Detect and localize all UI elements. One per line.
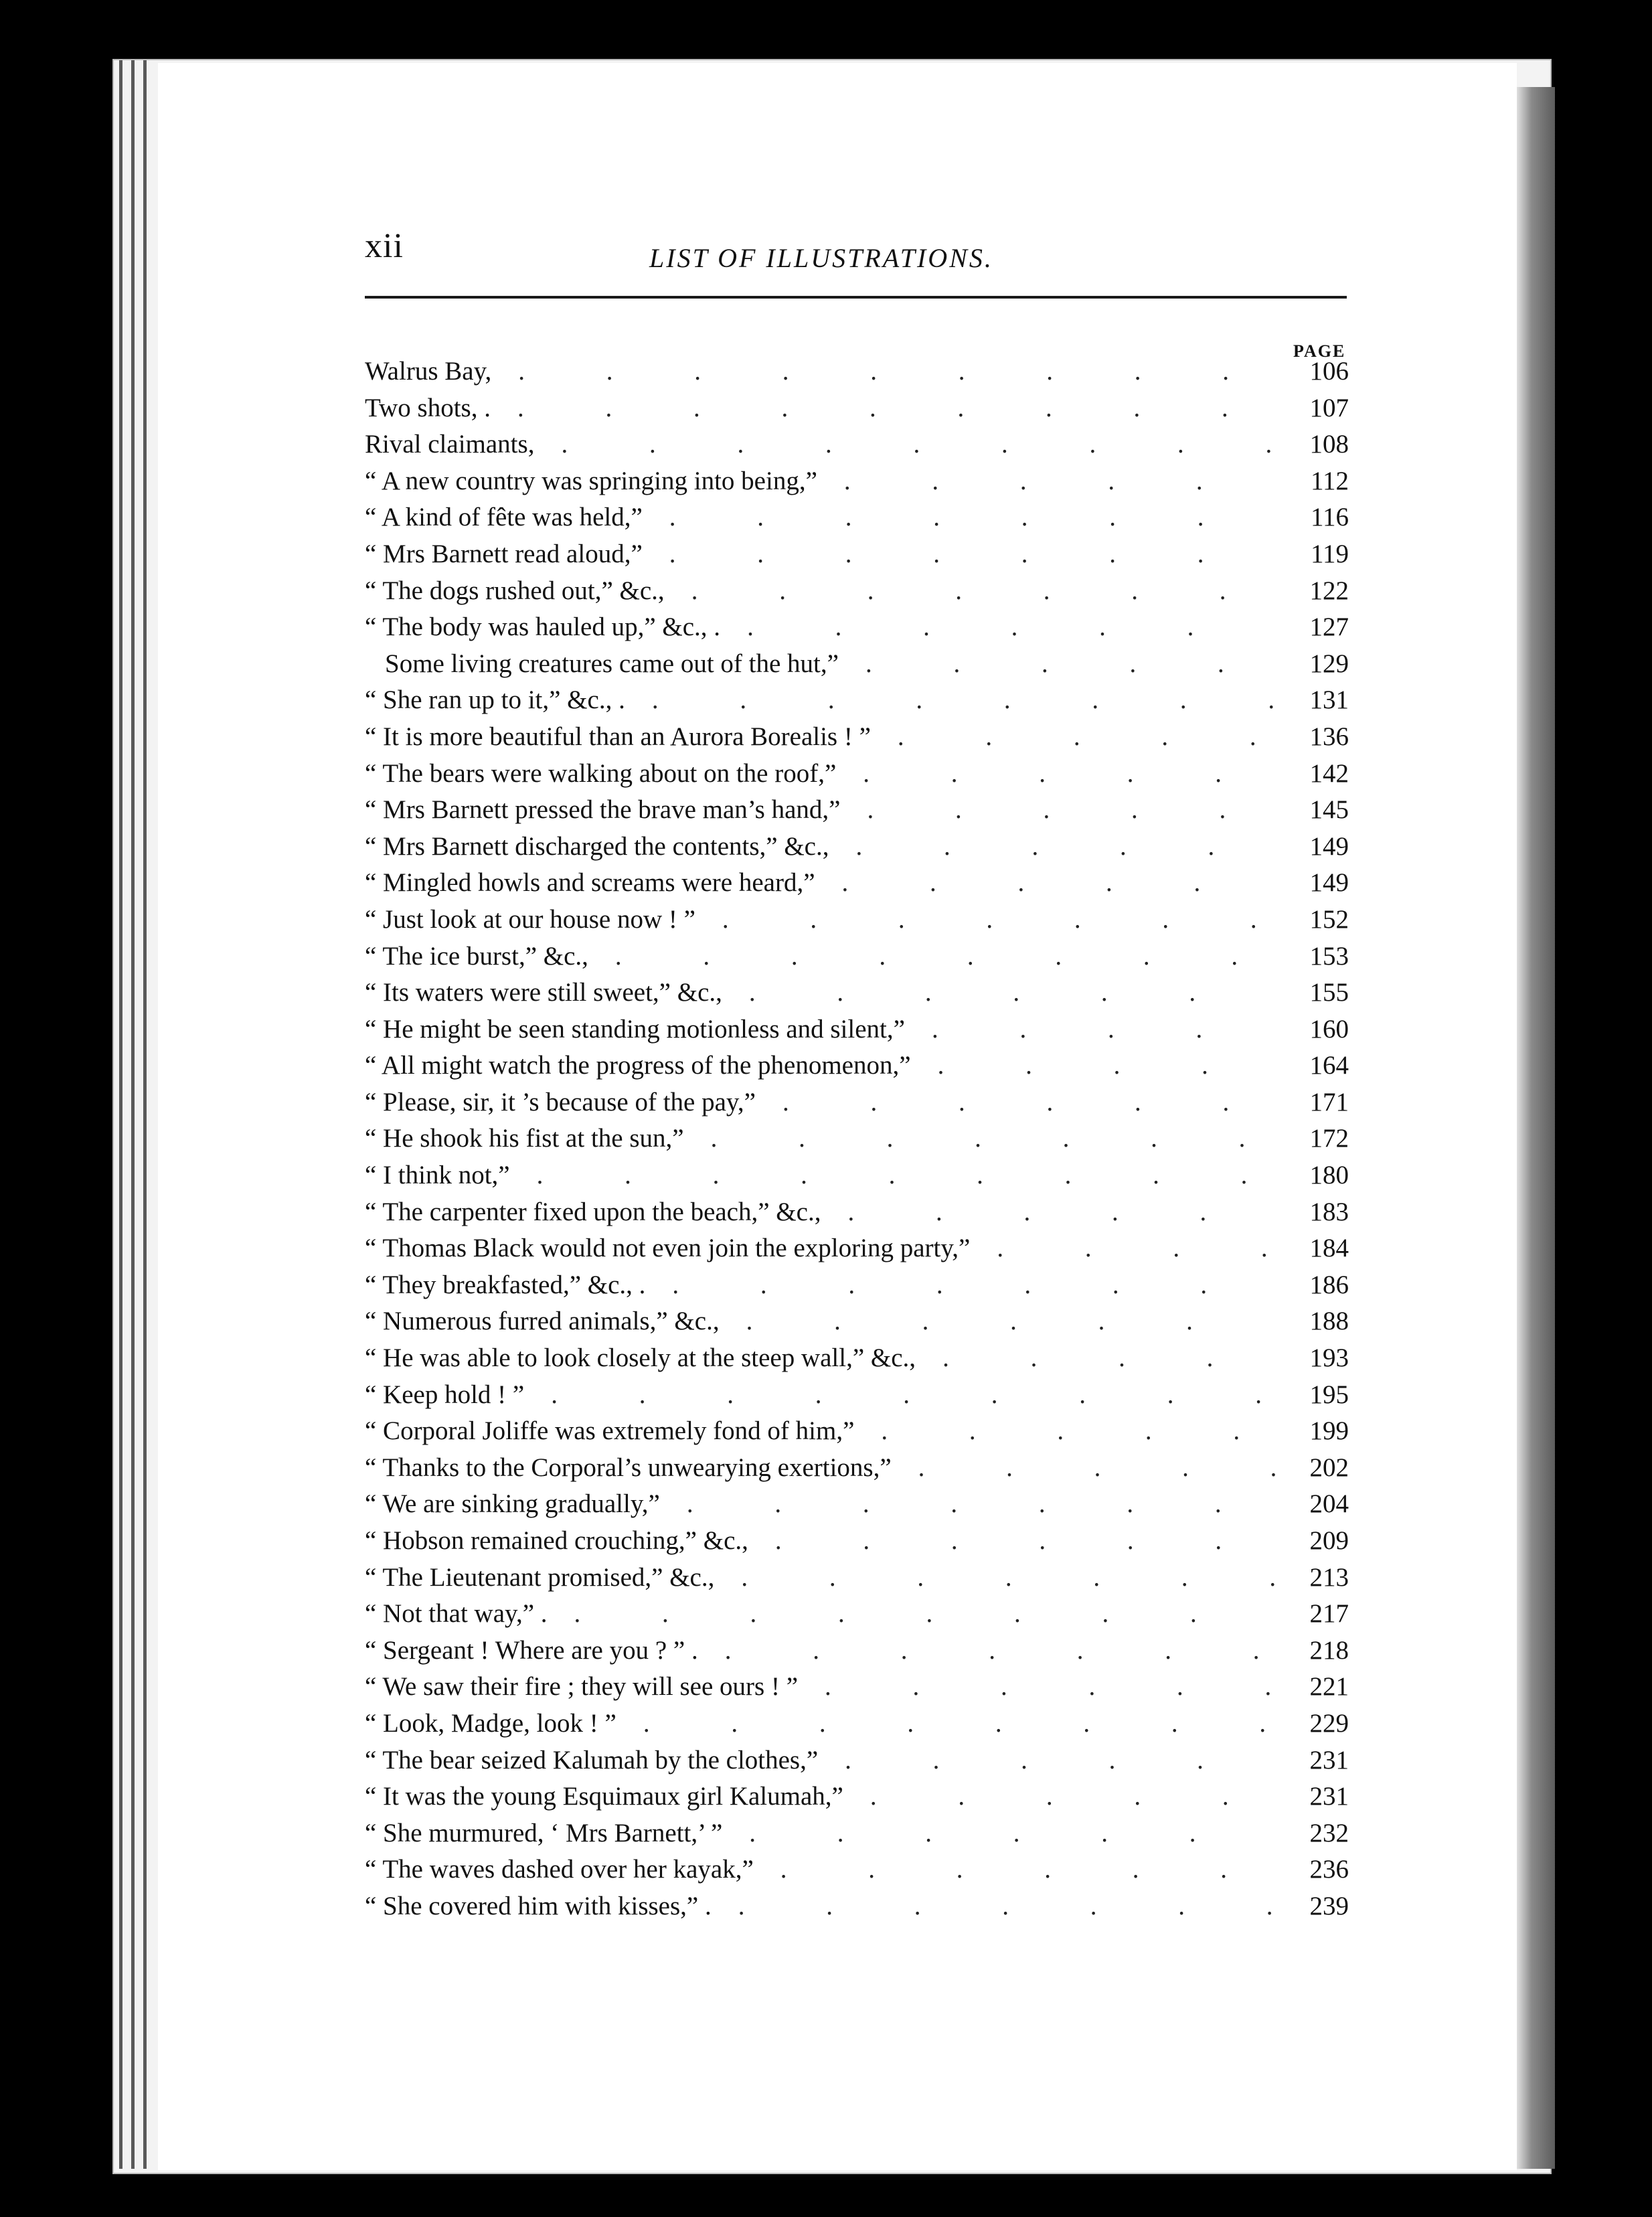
illustration-caption: “ He might be seen standing motionless and silent,” bbox=[365, 1014, 905, 1044]
list-item bbox=[365, 938, 1349, 975]
page-reference: 231 bbox=[1309, 1782, 1349, 1811]
page-reference: 213 bbox=[1309, 1562, 1349, 1592]
list-item bbox=[365, 1450, 1349, 1487]
illustration-caption: “ Hobson remained crouching,” &c., bbox=[365, 1526, 748, 1555]
illustration-caption: Rival claimants, bbox=[365, 430, 535, 459]
page-reference: 218 bbox=[1309, 1635, 1349, 1665]
page-edge bbox=[143, 60, 147, 2169]
page-reference: 142 bbox=[1309, 758, 1349, 788]
list-item bbox=[365, 1084, 1349, 1121]
page-reference: 160 bbox=[1309, 1014, 1349, 1044]
dot-leader bbox=[665, 573, 1275, 610]
page-reference: 202 bbox=[1309, 1453, 1349, 1482]
dot-leader bbox=[970, 1230, 1275, 1267]
dot-leader bbox=[491, 353, 1275, 390]
dot-leader bbox=[829, 829, 1276, 866]
page-reference: 193 bbox=[1309, 1343, 1349, 1373]
illustration-caption: “ The bears were walking about on the roof,” bbox=[365, 758, 837, 788]
dot-leader bbox=[616, 1706, 1275, 1742]
illustration-caption: Two shots, . bbox=[365, 393, 491, 422]
page-reference: 184 bbox=[1309, 1234, 1349, 1263]
list-item bbox=[365, 975, 1349, 1011]
dot-leader bbox=[905, 1011, 1275, 1048]
dot-leader bbox=[840, 792, 1275, 829]
illustration-caption: “ The dogs rushed out,” &c., bbox=[365, 576, 665, 605]
illustration-caption: “ Not that way,” . bbox=[365, 1599, 548, 1629]
dot-leader bbox=[695, 902, 1275, 938]
page-reference: 217 bbox=[1309, 1599, 1349, 1629]
illustration-caption: “ The carpenter fixed upon the beach,” &c., bbox=[365, 1197, 821, 1226]
list-item bbox=[365, 1194, 1349, 1231]
list-item bbox=[365, 1303, 1349, 1340]
dot-leader bbox=[660, 1486, 1275, 1523]
list-item bbox=[365, 1267, 1349, 1304]
list-item bbox=[365, 682, 1349, 719]
illustration-caption: “ He was able to look closely at the steep wall,” &c., bbox=[365, 1343, 916, 1373]
illustration-caption: “ They breakfasted,” &c., . bbox=[365, 1270, 646, 1299]
dot-leader bbox=[836, 756, 1275, 793]
page-reference: 131 bbox=[1309, 685, 1349, 715]
list-item bbox=[365, 390, 1349, 427]
page-reference: 239 bbox=[1309, 1891, 1349, 1920]
illustration-caption: “ The ice burst,” &c., bbox=[365, 941, 588, 971]
illustration-caption: Walrus Bay, bbox=[365, 357, 492, 386]
illustration-caption: “ Keep hold ! ” bbox=[365, 1380, 525, 1409]
page-column-heading: PAGE bbox=[1293, 341, 1346, 361]
list-item bbox=[365, 609, 1349, 646]
illustration-caption: “ Look, Madge, look ! ” bbox=[365, 1708, 616, 1738]
dot-leader bbox=[722, 975, 1275, 1011]
list-item bbox=[365, 646, 1349, 683]
illustration-caption: “ She covered him with kisses,” . bbox=[365, 1891, 712, 1920]
header-rule bbox=[365, 296, 1347, 299]
dot-leader bbox=[916, 1340, 1275, 1377]
list-item bbox=[365, 1706, 1349, 1742]
list-item bbox=[365, 902, 1349, 938]
page-reference: 155 bbox=[1309, 978, 1349, 1007]
illustration-caption: “ The body was hauled up,” &c., . bbox=[365, 612, 721, 642]
list-item bbox=[365, 1121, 1349, 1157]
illustration-caption: “ It was the young Esquimaux girl Kalumah,” bbox=[365, 1782, 843, 1811]
dot-leader bbox=[892, 1450, 1275, 1487]
dot-leader bbox=[491, 390, 1275, 427]
dot-leader bbox=[643, 536, 1275, 573]
list-item bbox=[365, 1011, 1349, 1048]
illustration-caption: “ It is more beautiful than an Aurora Borealis ! ” bbox=[365, 722, 871, 751]
page-reference: 236 bbox=[1309, 1855, 1349, 1884]
page-reference: 183 bbox=[1309, 1197, 1349, 1226]
page-reference: 232 bbox=[1309, 1818, 1349, 1848]
list-item bbox=[365, 1157, 1349, 1194]
list-item bbox=[365, 756, 1349, 793]
page-reference: 171 bbox=[1309, 1087, 1349, 1117]
page-reference: 195 bbox=[1309, 1380, 1349, 1409]
illustration-caption: “ A new country was springing into being,” bbox=[365, 466, 817, 495]
illustration-caption: “ Just look at our house now ! ” bbox=[365, 904, 695, 934]
illustration-caption: “ Thomas Black would not even join the exploring party,” bbox=[365, 1234, 971, 1263]
list-item bbox=[365, 719, 1349, 756]
illustration-caption: “ She murmured, ‘ Mrs Barnett,’ ” bbox=[365, 1818, 723, 1848]
illustration-caption: “ Corporal Joliffe was extremely fond of him,” bbox=[365, 1416, 855, 1446]
dot-leader bbox=[720, 1303, 1275, 1340]
list-item bbox=[365, 1048, 1349, 1084]
illustration-caption: “ The bear seized Kalumah by the clothes,” bbox=[365, 1745, 819, 1775]
dot-leader bbox=[712, 1888, 1275, 1925]
dot-leader bbox=[720, 609, 1275, 646]
page-reference: 108 bbox=[1309, 430, 1349, 459]
list-item bbox=[365, 1888, 1349, 1925]
list-item bbox=[365, 1413, 1349, 1450]
page-reference: 204 bbox=[1309, 1489, 1349, 1519]
page-reference: 172 bbox=[1309, 1124, 1349, 1153]
dot-leader bbox=[698, 1633, 1275, 1669]
list-item bbox=[365, 1779, 1349, 1815]
dot-leader bbox=[843, 1779, 1275, 1815]
page-reference: 164 bbox=[1309, 1051, 1349, 1080]
dot-leader bbox=[510, 1157, 1275, 1194]
dot-leader bbox=[871, 719, 1275, 756]
illustration-caption: “ We saw their fire ; they will see ours ! ” bbox=[365, 1672, 799, 1702]
dot-leader bbox=[645, 1267, 1275, 1304]
dot-leader bbox=[722, 1815, 1275, 1852]
list-item bbox=[365, 1377, 1349, 1414]
page-reference: 119 bbox=[1310, 539, 1349, 568]
list-item bbox=[365, 1596, 1349, 1633]
illustration-caption: Some living creatures came out of the hut,” bbox=[385, 649, 839, 678]
dot-leader bbox=[839, 646, 1275, 683]
page-reference: 221 bbox=[1309, 1672, 1349, 1702]
dot-leader bbox=[821, 1194, 1275, 1231]
page-reference: 107 bbox=[1309, 393, 1349, 422]
illustration-list bbox=[365, 353, 1349, 1925]
illustration-caption: “ Please, sir, it ’s because of the pay,” bbox=[365, 1087, 756, 1117]
illustration-caption: “ Sergeant ! Where are you ? ” . bbox=[365, 1635, 698, 1665]
page-number: xii bbox=[365, 227, 404, 265]
page-reference: 229 bbox=[1309, 1708, 1349, 1738]
illustration-caption: “ I think not,” bbox=[365, 1161, 510, 1190]
dot-leader bbox=[818, 1742, 1275, 1779]
illustration-caption: “ Mrs Barnett discharged the contents,” &c., bbox=[365, 831, 829, 861]
dot-leader bbox=[748, 1523, 1275, 1560]
dot-leader bbox=[756, 1084, 1275, 1121]
page-reference: 180 bbox=[1309, 1161, 1349, 1190]
list-item bbox=[365, 792, 1349, 829]
list-item bbox=[365, 353, 1349, 390]
list-item bbox=[365, 1742, 1349, 1779]
list-item bbox=[365, 499, 1349, 536]
list-item bbox=[365, 1486, 1349, 1523]
page-reference: 209 bbox=[1309, 1526, 1349, 1555]
page-edge bbox=[131, 60, 135, 2169]
list-item bbox=[365, 1852, 1349, 1888]
dot-leader bbox=[524, 1377, 1275, 1414]
gutter-shadow bbox=[1516, 87, 1555, 2169]
illustration-caption: “ We are sinking gradually,” bbox=[365, 1489, 660, 1519]
illustration-caption: “ Its waters were still sweet,” &c., bbox=[365, 978, 722, 1007]
dot-leader bbox=[815, 865, 1275, 902]
dot-leader bbox=[714, 1560, 1275, 1596]
list-item bbox=[365, 865, 1349, 902]
list-item bbox=[365, 1633, 1349, 1669]
dot-leader bbox=[625, 682, 1275, 719]
list-item bbox=[365, 829, 1349, 866]
page-reference: 186 bbox=[1309, 1270, 1349, 1299]
list-item bbox=[365, 1523, 1349, 1560]
page-reference: 149 bbox=[1309, 868, 1349, 898]
list-item bbox=[365, 1340, 1349, 1377]
running-title: LIST OF ILLUSTRATIONS. bbox=[649, 243, 993, 273]
list-item bbox=[365, 1560, 1349, 1596]
page-reference: 129 bbox=[1309, 649, 1349, 678]
page-reference: 122 bbox=[1309, 576, 1349, 605]
dot-leader bbox=[643, 499, 1275, 536]
dot-leader bbox=[854, 1413, 1275, 1450]
list-item bbox=[365, 573, 1349, 610]
page-reference: 145 bbox=[1309, 795, 1349, 825]
list-item bbox=[365, 1230, 1349, 1267]
page-reference: 152 bbox=[1309, 904, 1349, 934]
page-reference: 116 bbox=[1310, 503, 1349, 532]
dot-leader bbox=[911, 1048, 1275, 1084]
list-item bbox=[365, 1815, 1349, 1852]
dot-leader bbox=[684, 1121, 1275, 1157]
page-reference: 153 bbox=[1309, 941, 1349, 971]
illustration-caption: “ He shook his fist at the sun,” bbox=[365, 1124, 684, 1153]
page-reference: 199 bbox=[1309, 1416, 1349, 1446]
illustration-caption: “ A kind of fête was held,” bbox=[365, 503, 643, 532]
illustration-caption: “ All might watch the progress of the phenomenon,” bbox=[365, 1051, 911, 1080]
dot-leader bbox=[798, 1669, 1275, 1706]
list-item bbox=[365, 463, 1349, 500]
illustration-caption: “ Mingled howls and screams were heard,” bbox=[365, 868, 815, 898]
list-item bbox=[365, 1669, 1349, 1706]
page-reference: 188 bbox=[1309, 1307, 1349, 1336]
page-reference: 136 bbox=[1309, 722, 1349, 751]
page-reference: 112 bbox=[1310, 466, 1349, 495]
page-reference: 231 bbox=[1309, 1745, 1349, 1775]
list-item bbox=[365, 536, 1349, 573]
illustration-caption: “ The Lieutenant promised,” &c., bbox=[365, 1562, 715, 1592]
dot-leader bbox=[534, 426, 1275, 463]
page-reference: 149 bbox=[1309, 831, 1349, 861]
illustration-caption: “ Thanks to the Corporal’s unwearying exertions,” bbox=[365, 1453, 892, 1482]
page-edge bbox=[119, 60, 122, 2169]
illustration-caption: “ Numerous furred animals,” &c., bbox=[365, 1307, 720, 1336]
dot-leader bbox=[817, 463, 1275, 500]
illustration-caption: “ Mrs Barnett read aloud,” bbox=[365, 539, 643, 568]
dot-leader bbox=[588, 938, 1275, 975]
page-reference: 106 bbox=[1309, 357, 1349, 386]
illustration-caption: “ She ran up to it,” &c., . bbox=[365, 685, 625, 715]
illustration-caption: “ The waves dashed over her kayak,” bbox=[365, 1855, 754, 1884]
list-item bbox=[365, 426, 1349, 463]
illustration-caption: “ Mrs Barnett pressed the brave man’s hand,” bbox=[365, 795, 841, 825]
dot-leader bbox=[548, 1596, 1275, 1633]
page-reference: 127 bbox=[1309, 612, 1349, 642]
dot-leader bbox=[754, 1852, 1275, 1888]
